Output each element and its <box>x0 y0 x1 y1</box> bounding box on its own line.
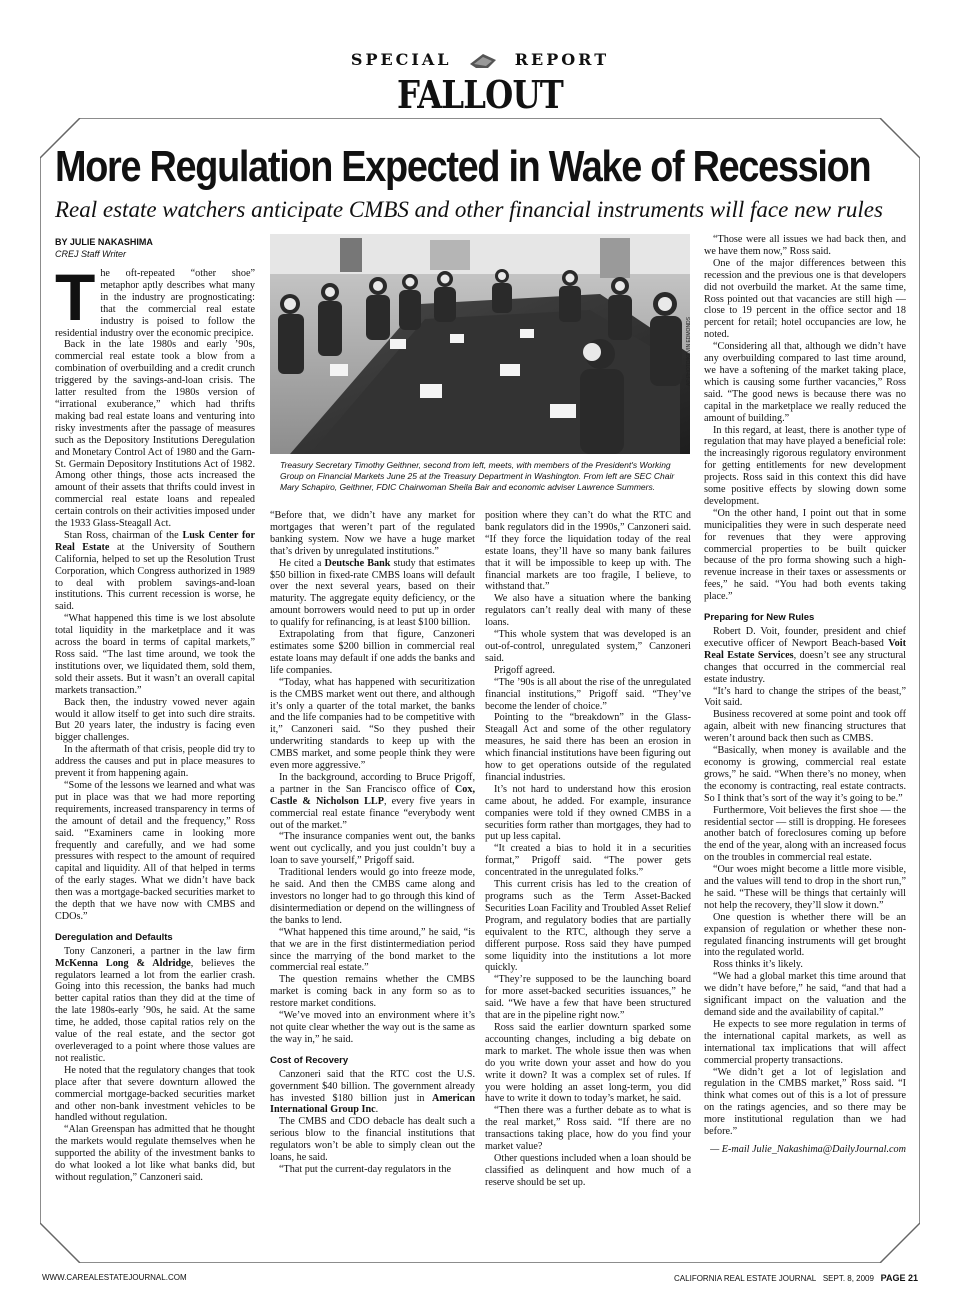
paragraph: Pointing to the “breakdown” in the Glass-Steagall Act and some of the other regulatory measures, he said there has been an erosion in which financial institutions have been figuring out how to get operations outside of the regulated financial industries. <box>485 712 691 783</box>
org-name: Lusk Center for Real Estate <box>55 529 255 553</box>
paragraph: Traditional lenders would go into freeze mode, he said. And then the CMBS came along and investors no longer had to go through this kind of disintermediation or depend on the willingness of the banks to lend. <box>270 867 475 926</box>
paragraph: “On the other hand, I point out that in some municipalities they were in such desperate need for revenues that they were approving commercial properties to be built quicker because of the pro forma showing such a high-revenue increase in their taxes or assessments or fees,” he said. “You had both events taking place.” <box>704 507 906 603</box>
paragraph: “Basically, when money is available and the economy is growing, commercial real estate grows,” he said. “When there’s no money, when the economy is contracting, real estate contracts. So I think that’s sort of the way it’s going to be.” <box>704 745 906 804</box>
org-name: American International Group Inc <box>270 1092 475 1116</box>
article-column-4 <box>704 234 906 1258</box>
paragraph: “Alan Greenspan has admitted that he thought the markets would regulate themselves when he supported the ability of the investment banks to do what looked a lot like what banks did, but without regulation,” Canzoneri said. <box>55 1124 255 1183</box>
paragraph: “Our woes might become a little more visible, and the values will tend to drop in the short run,” he said. “These will be things that certainly will not help the recovery, they’ll slow it down.” <box>704 864 906 911</box>
paragraph: he oft-repeated “other shoe” metaphor aptly describes what many in the industry are prognosticating: that the commercial real estate industry is poised to follow the residential industry over the economic precipice. <box>55 268 255 339</box>
deck: Real estate watchers anticipate CMBS and other financial instruments will face new rules <box>55 197 883 222</box>
kicker-right: REPORT <box>514 50 610 69</box>
paragraph: “We didn’t get a lot of legislation and regulation in the CMBS market,” Ross said. “I think what comes out of this is a lot of pressure on the ratings agencies, and so there may be more institutional regulation than we had before.” <box>704 1066 906 1138</box>
kicker-left: SPECIAL <box>350 50 452 69</box>
paragraph: One question is whether there will be an expansion of regulation or whether these non-regulated financing instruments will get brought into the regulated world. <box>704 911 906 959</box>
org-name: McKenna Long & Aldridge <box>55 957 191 969</box>
special-report-kicker <box>0 50 960 70</box>
org-name: Deutsche Bank <box>324 557 391 569</box>
paragraph: “What happened this time is we lost absolute total liquidity in the marketplace and it was across the board in terms of capital markets,” Ross said. “The last time around, we took the institutions over, we liquidated them, sold them, sold their assets. But it wasn’t an overall capital markets transaction.” <box>55 613 255 696</box>
paragraph: The question remains whether the CMBS market is coming back in any form so as to restore market conditions. <box>270 974 475 1010</box>
paragraph: He cited a Deutsche Bank study that estimates $50 billion in fixed-rate CMBS loans will default over the next several years, based on their maturity. The aggregate equity deficiency, or the amount borrowers would need to put up in order to qualify for refinancing, is at least $100 billion. <box>270 557 475 629</box>
section-title: FALLOUT <box>397 72 563 117</box>
paragraph: “Some of the lessons we learned and what was put in place was that we had more reporting requirements, increased transparency in terms of the amount of detail and the frequency,” Ross said. “Examiners came in looking more frequently and carefully, and we had some pressures with respect to the amount of required capital and liquidity. All of that helped in terms of the early stages. What we didn’t have back then was a mortgage-backed securities market to the depth that we have now with CMBS and CDOs.” <box>55 779 255 922</box>
paragraph: Furthermore, Voit believes the first shoe — the residential sector — still is dropping. He foresees another batch of foreclosures coming up before the end of the year, along with an increased focus on the troubles in commercial real estate. <box>704 804 906 864</box>
paragraph: Ross thinks it’s likely. <box>713 959 803 971</box>
paragraph: Tony Canzoneri, a partner in the law firm McKenna Long & Aldridge, believes the regulators learned a lot from the earlier crash. Going into this recession, the banks had much better capital ratios than they did at the time of the late 1980s-early ’90s, he said. At the same time, he added, those capital ratios rely on the value of the real estate, and the sector got overleveraged to a point where those values are not realistic. <box>55 945 255 1064</box>
paragraph: This current crisis has led to the creation of programs such as the Term Asset-Backed Securities Loan Facility and Troubled Asset Relief Program, and regulatory bodies that are partially equivalent to the RTC, although they serve a different purpose. Ross said they have pumped some liquidity into the institutions a lot more quickly. <box>485 879 691 974</box>
photo-credit: AP PHOTO/KEVIN EDMONDS <box>686 317 692 386</box>
paragraph: Stan Ross, chairman of the Lusk Center for Real Estate at the University of Southern California, helped to set up the Resolution Trust Corporation, which Congress authorized in 1989 to deal with problem savings-and-loan institutions. This current recession is worse, he said. <box>55 529 255 613</box>
footer-info <box>674 1273 918 1283</box>
paragraph: “It’s hard to change the stripes of the beast,” Voit said. <box>704 685 906 709</box>
paragraph: “Today, what has happened with securitization is the CMBS market went out there, and although it’s only a quarter of the total market, the banks and the life companies had to be competitive with it,” Canzoneri said. “So they pushed their underwriting standards to keep up with the CMBS market, and some people think they were even more aggressive.” <box>270 676 475 772</box>
paragraph: “We’ve moved into an environment where it’s not quite clear whether the way out is the same as the way in,” he said. <box>270 1010 475 1045</box>
paragraph: “Those were all issues we had back then, and we have them now,” Ross said. <box>704 234 906 257</box>
paragraph: Extrapolating from that figure, Canzoneri estimates some $200 billion in commercial real estate loans may default if one adds the banks and life companies. <box>270 629 475 676</box>
paragraph: “We had a global market this time around that we didn’t have before,” he said, “and that had a significant impact on the valuation and the demand side and the availability of capital.” <box>704 971 906 1018</box>
paragraph: “What happened this time around,” he said, “is that we are in the first distintermediation period since the marrying of the bond market to the commercial real estate.” <box>270 926 475 974</box>
article-column-1 <box>55 268 255 1258</box>
paragraph: “It created a bias to hold it in a securities format,” Prigoff said. “The power gets concentrated in the unregulated folks.” <box>485 843 691 879</box>
meeting-photo <box>270 234 690 454</box>
subhead: Cost of Recovery <box>270 1054 349 1066</box>
paragraph: Ross said the earlier downturn sparked some accounting changes, including a big debate on mark to market. The whole issue then was when do you write down your asset and how do you write it down? It was a complex set of rules. If you were holding an asset long-term, you did have to write it down to today’s market, he said. <box>485 1021 691 1105</box>
paragraph: “This whole system that was developed is an out-of-control, unregulated system,” Canzoneri said. <box>485 629 691 664</box>
paragraph: In this regard, at least, there is another type of regulation that may have played a beneficial role: the increasingly rigorous regulatory environment for getting entitlements for new development projects. Ross said in this context this did have some positive effects by slowing down some development. <box>704 424 906 507</box>
paragraph: He noted that the regulatory changes that took place after that severe downturn allowed the commercial mortgage-backed securities market and other non-bank investment vehicles to be handled without regulation. <box>55 1064 255 1124</box>
paragraph: In the background, according to Bruce Prigoff, a partner in the San Francisco office of Cox, Castle & Nicholson LLP, every five years in commercial real estate finance “everybody went out of the market.” <box>270 771 475 831</box>
byline-role: CREJ Staff Writer <box>55 249 127 259</box>
paragraph: Robert D. Voit, founder, president and chief executive officer of Newport Beach-based Voit Real Estate Services, doesn’t see any structural changes that occurred in the commercial real estate industry. <box>704 626 906 685</box>
paragraph: The CMBS and CDO debacle has dealt such a serious blow to the financial institutions that regulators won’t be able to simply clean out the loans, he said. <box>270 1116 475 1164</box>
drop-cap: T <box>55 268 96 334</box>
paragraph: He expects to see more regulation in terms of the international capital markets, as well as international tax implications that will affect commercial property transactions. <box>704 1018 906 1066</box>
headline: More Regulation Expected in Wake of Recession <box>55 142 871 191</box>
footer-website: WWW.CAREALESTATEJOURNAL.COM <box>42 1273 187 1282</box>
paragraph: “That put the current-day regulators in the <box>279 1163 451 1175</box>
author-email: — E-mail Julie_Nakashima@DailyJournal.com <box>710 1143 906 1155</box>
paragraph: Prigoff agreed. <box>494 664 555 676</box>
paragraph: “The ’90s is all about the rise of the unregulated financial institutions,” Prigoff said. “They’ve become the lender of choice.” <box>485 676 691 712</box>
paragraph: “Considering all that, although we didn’t have any overbuilding compared to last time around, we have a softening of the market taking place, which is causing some further vacancies,” Ross said. “The good news is because there was no capital in the marketplace we really reduced the amount of building.” <box>704 341 906 424</box>
org-name: Cox, Castle & Nicholson LLP <box>270 783 475 807</box>
paragraph: position where they can’t do what the RTC and bank regulators did in the 1990s,” Canzoneri said. “If they force the liquidation today of the real estate loans, they’ll have so many bank failures that it will be impossible to keep up with. The financial markets are too fragile, I believe, to withstand that.” <box>485 510 691 593</box>
paragraph: Canzoneri said that the RTC cost the U.S. government $40 billion. The government already has invested $180 billion just in American International Group Inc. <box>270 1068 475 1116</box>
subhead: Deregulation and Defaults <box>55 931 173 943</box>
article-column-2 <box>270 510 475 1258</box>
footer-publication: CALIFORNIA REAL ESTATE JOURNAL <box>674 1274 817 1283</box>
falling-logo-icon <box>466 52 500 70</box>
paragraph: “Then there was a further debate as to what is the real market,” Ross said. “If there are no transactions taking place, how do you find your market value? <box>485 1105 691 1153</box>
photo-caption: Treasury Secretary Timothy Geithner, second from left, meets, with members of the President's Working Group on Financial Markets June 25 at the Treasury Department in Washington. From left are SEC Chair Mary Schapiro, Geithner, FDIC Chairwoman Sheila Bair and economic adviser Lawrence Summers. <box>280 460 675 492</box>
paragraph: In the aftermath of that crisis, people did try to address the causes and put in place measures to prevent it from happening again. <box>55 744 255 780</box>
paragraph: One of the major differences between this recession and the previous one is that developers did not overbuild the market. At the same time, Ross pointed out that vacancies are still high — close to 19 percent in the office sector and 18 percent for retail; hotel occupancies are low, he noted. <box>704 257 906 341</box>
article-column-3 <box>485 510 691 1258</box>
footer-date: SEPT. 8, 2009 <box>822 1274 874 1283</box>
paragraph: “The insurance companies went out, the banks went out cyclically, and you just couldn’t buy a loan to save yourself,” Prigoff said. <box>270 831 475 867</box>
paragraph: “Before that, we didn’t have any market for mortgages that weren’t part of the regulated banking system. Now we have a huge market that’s driven by unregulated institutions.” <box>270 510 475 557</box>
paragraph: Other questions included when a loan should be classified as delinquent and how much of a reserve should be set up. <box>485 1152 691 1188</box>
paragraph: Back in the late 1980s and early ’90s, commercial real estate took a blow from a combination of overbuilding and a credit crunch triggered by the savings-and-loan crisis. The latter resulted from the 1980s version of “irrational exuberance,” which had thrifts making bad real estate loans and venturing into risky investments after the passage of measures such as the Depository Institutions Deregulation and Monetary Control Act of 1980 and the Garn-St. Germain Depository Institutions Act of 1982. Among other things, those acts increased the amount of their assets that thrifts could invest in commercial real estate loans and repealed certain controls on their activities imposed under the 1933 Glass-Steagall Act. <box>55 339 255 530</box>
paragraph: Back then, the industry vowed never again would it allow itself to get into such dire straits. But 20 years later, the industry is facing even bigger challenges. <box>55 696 255 744</box>
paragraph: We also have a situation where the banking regulators can’t really deal with many of these loans. <box>485 593 691 629</box>
org-name: Voit Real Estate Services <box>704 637 906 661</box>
subhead: Preparing for New Rules <box>704 612 815 624</box>
byline: BY JULIE NAKASHIMA <box>55 237 153 247</box>
page-number: PAGE 21 <box>880 1273 918 1283</box>
paragraph: It’s not hard to understand how this erosion came about, he added. For example, insurance companies were told if they owned CMBS in a securities form rather than mortgages, they had to put up less capital. <box>485 783 691 843</box>
paragraph: “They’re supposed to be the launching board for more asset-backed securities issuances,” he said. “We have a few that have been structured that are in the pipeline right now.” <box>485 974 691 1022</box>
paragraph: Business recovered at some point and took off again, albeit with new financing structures that weren’t around back then such as CMBS. <box>704 709 906 745</box>
